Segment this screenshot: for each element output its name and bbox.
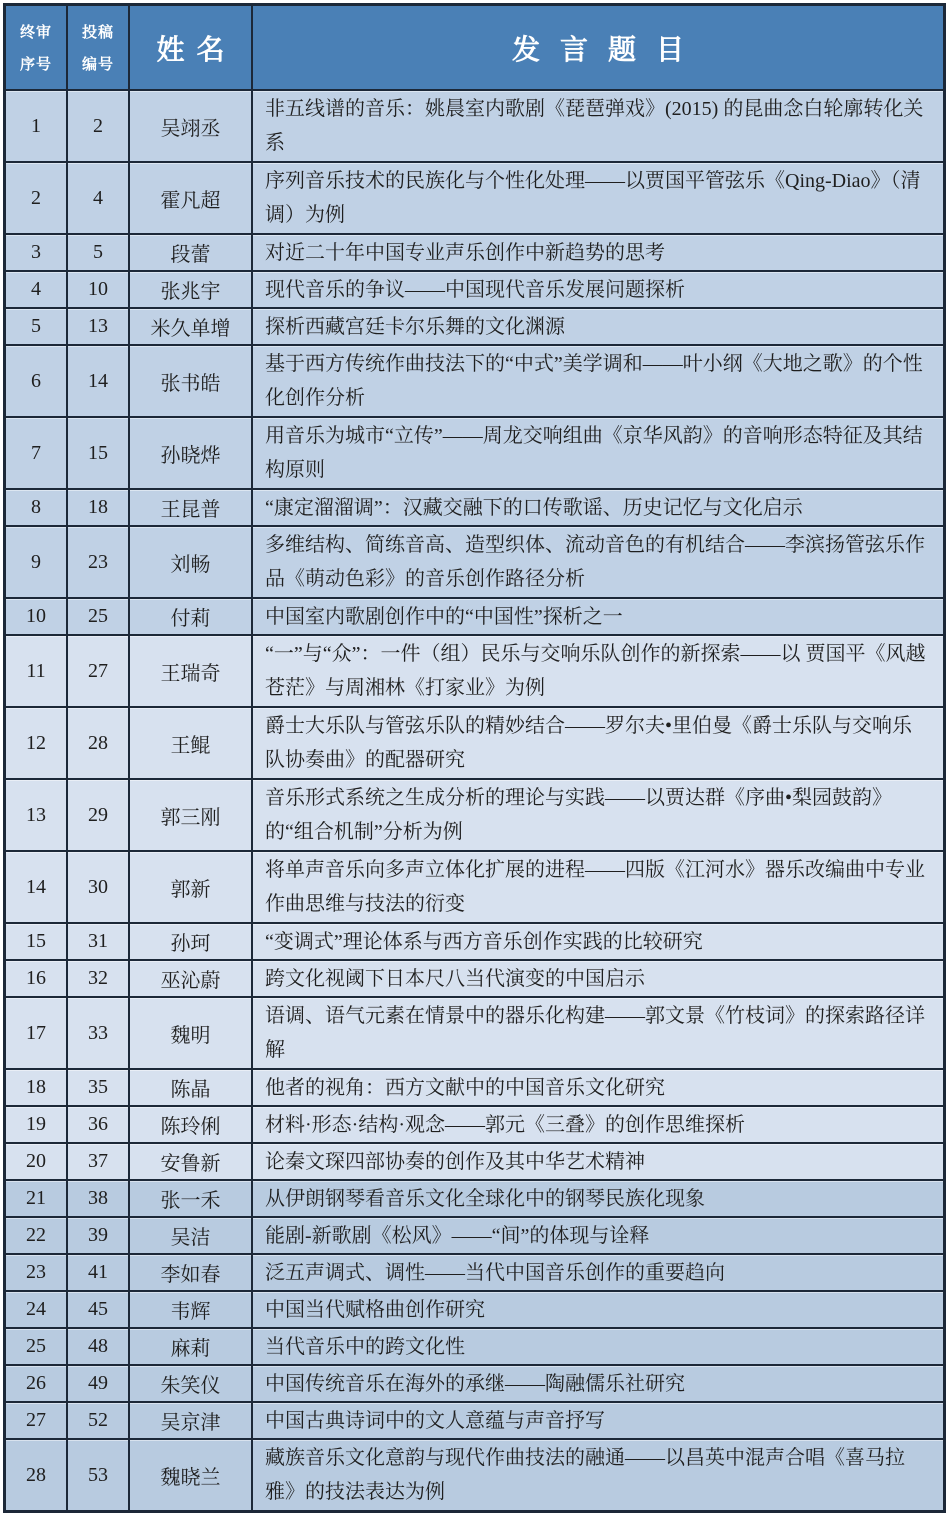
table-row [6,270,943,307]
table-row [6,597,943,634]
name-cell: 刘畅 [128,527,251,597]
name-cell: 郭新 [128,852,251,922]
header-name: 姓名 [128,6,251,89]
final-seq-cell: 23 [26,1261,46,1283]
table-row [6,488,943,525]
final-seq-cell: 27 [26,1409,46,1431]
title-cell: 对近二十年中国专业声乐创作中新趋势的思考 [251,235,943,270]
table-row [6,1438,943,1510]
table-row [6,233,943,270]
title-cell: 将单声音乐向多声立体化扩展的进程——四版《江河水》器乐改编曲中专业作曲思维与技法的衍变 [251,852,943,922]
table-body [6,89,943,1510]
final-seq-cell: 4 [31,278,41,300]
submission-no-cell: 48 [66,1329,128,1364]
name-cell: 吴翊丞 [128,91,251,161]
final-seq-cell: 12 [26,731,46,754]
name-cell: 付莉 [128,599,251,634]
final-seq-cell: 5 [31,315,41,337]
table-row [6,1216,943,1253]
submission-no-cell: 41 [66,1255,128,1290]
submission-no-cell: 38 [66,1181,128,1216]
final-seq-cell: 15 [26,930,46,952]
final-seq-cell: 26 [26,1372,46,1394]
title-cell: 多维结构、简练音高、造型织体、流动音色的有机结合——李滨扬管弦乐作品《萌动色彩》的音乐创作路径分析 [251,527,943,597]
submission-no-cell: 49 [66,1366,128,1401]
name-cell: 安鲁新 [128,1144,251,1179]
table-row [6,525,943,597]
submission-no-cell: 31 [66,924,128,959]
submission-no-cell: 4 [66,163,128,233]
submission-no-cell: 13 [66,309,128,344]
submission-no-cell: 32 [66,961,128,996]
table-row [6,1068,943,1105]
submission-no-cell: 28 [66,708,128,778]
name-cell: 米久单增 [128,309,251,344]
title-cell: 藏族音乐文化意韵与现代作曲技法的融通——以昌英中混声合唱《喜马拉雅》的技法表达为例 [251,1440,943,1510]
name-cell: 李如春 [128,1255,251,1290]
name-cell: 吴洁 [128,1218,251,1253]
table-row [6,1364,943,1401]
table-row [6,1290,943,1327]
final-seq-cell: 1 [31,114,41,137]
submission-no-cell: 27 [66,636,128,706]
table-row [6,778,943,850]
table-row [6,996,943,1068]
table-row [6,1105,943,1142]
submission-no-cell: 18 [66,490,128,525]
title-cell: “康定溜溜调”：汉藏交融下的口传歌谣、历史记忆与文化启示 [251,490,943,525]
submission-no-cell: 35 [66,1070,128,1105]
name-cell: 段蕾 [128,235,251,270]
header-speech-title: 发言题目 [251,6,943,89]
title-cell: 探析西藏宫廷卡尔乐舞的文化渊源 [251,309,943,344]
name-cell: 孙珂 [128,924,251,959]
submission-no-cell: 36 [66,1107,128,1142]
final-seq-cell: 16 [26,967,46,989]
final-seq-cell: 7 [31,441,41,464]
table-row [6,634,943,706]
name-cell: 霍凡超 [128,163,251,233]
table-row [6,1253,943,1290]
final-seq-cell: 13 [26,803,46,826]
title-cell: 音乐形式系统之生成分析的理论与实践——以贾达群《序曲•梨园鼓韵》的“组合机制”分析为例 [251,780,943,850]
final-seq-cell: 19 [26,1113,46,1135]
final-seq-cell: 6 [31,369,41,392]
header-final-seq-line1: 终审 [19,25,52,41]
name-cell: 郭三刚 [128,780,251,850]
final-seq-cell: 2 [31,186,41,209]
submission-no-cell: 39 [66,1218,128,1253]
table-row [6,416,943,488]
header-submission-no-line2: 编号 [81,57,114,73]
title-cell: 中国室内歌剧创作中的“中国性”探析之一 [251,599,943,634]
submission-no-cell: 53 [66,1440,128,1510]
submission-no-cell: 33 [66,998,128,1068]
name-cell: 张书皓 [128,346,251,416]
name-cell: 魏明 [128,998,251,1068]
final-seq-cell: 25 [26,1335,46,1357]
name-cell: 陈晶 [128,1070,251,1105]
header-submission-no-line1: 投稿 [81,25,114,41]
submission-no-cell: 23 [66,527,128,597]
name-cell: 朱笑仪 [128,1366,251,1401]
final-seq-cell: 22 [26,1224,46,1246]
title-cell: “变调式”理论体系与西方音乐创作实践的比较研究 [251,924,943,959]
header-final-seq-line2: 序号 [19,57,52,73]
final-seq-cell: 14 [26,875,46,898]
title-cell: “一”与“众”：一件（组）民乐与交响乐队创作的新探索——以 贾国平《风越苍茫》与周湘林《打家业》为例 [251,636,943,706]
final-seq-cell: 11 [26,659,46,682]
title-cell: 爵士大乐队与管弦乐队的精妙结合——罗尔夫•里伯曼《爵士乐队与交响乐队协奏曲》的配器研究 [251,708,943,778]
table-row [6,1401,943,1438]
table-row [6,706,943,778]
title-cell: 跨文化视阈下日本尺八当代演变的中国启示 [251,961,943,996]
final-seq-cell: 18 [26,1076,46,1098]
submission-no-cell: 10 [66,272,128,307]
submission-no-cell: 52 [66,1403,128,1438]
submission-no-cell: 45 [66,1292,128,1327]
name-cell: 王瑞奇 [128,636,251,706]
name-cell: 张一禾 [128,1181,251,1216]
final-seq-cell: 17 [26,1021,46,1044]
final-seq-cell: 10 [26,605,46,627]
title-cell: 现代音乐的争议——中国现代音乐发展问题探析 [251,272,943,307]
name-cell: 麻莉 [128,1329,251,1364]
final-seq-cell: 8 [31,496,41,518]
table-row [6,922,943,959]
title-cell: 序列音乐技术的民族化与个性化处理——以贾国平管弦乐《Qing-Diao》（清调）为例 [251,163,943,233]
submission-no-cell: 29 [66,780,128,850]
title-cell: 用音乐为城市“立传”——周龙交响组曲《京华风韵》的音响形态特征及其结构原则 [251,418,943,488]
final-seq-cell: 28 [26,1463,46,1486]
submission-no-cell: 25 [66,599,128,634]
final-seq-cell: 3 [31,241,41,263]
submission-no-cell: 14 [66,346,128,416]
final-seq-cell: 21 [26,1187,46,1209]
name-cell: 孙晓烨 [128,418,251,488]
submission-no-cell: 30 [66,852,128,922]
title-cell: 中国当代赋格曲创作研究 [251,1292,943,1327]
name-cell: 巫沁蔚 [128,961,251,996]
submission-no-cell: 37 [66,1144,128,1179]
title-cell: 当代音乐中的跨文化性 [251,1329,943,1364]
title-cell: 中国古典诗词中的文人意蕴与声音抒写 [251,1403,943,1438]
title-cell: 非五线谱的音乐：姚晨室内歌剧《琵琶弹戏》(2015) 的昆曲念白轮廓转化关系 [251,91,943,161]
title-cell: 论秦文琛四部协奏的创作及其中华艺术精神 [251,1144,943,1179]
header-final-seq [6,6,66,89]
header-submission-no [66,6,128,89]
title-cell: 材料·形态·结构·观念——郭元《三叠》的创作思维探析 [251,1107,943,1142]
table-row [6,850,943,922]
name-cell: 韦辉 [128,1292,251,1327]
table-header-row [6,6,943,89]
name-cell: 王鲲 [128,708,251,778]
speech-schedule-table [3,3,946,1513]
table-row [6,89,943,161]
table-row [6,1179,943,1216]
name-cell: 张兆宇 [128,272,251,307]
submission-no-cell: 2 [66,91,128,161]
name-cell: 陈玲俐 [128,1107,251,1142]
name-cell: 王昆普 [128,490,251,525]
table-row [6,344,943,416]
title-cell: 他者的视角：西方文献中的中国音乐文化研究 [251,1070,943,1105]
name-cell: 吴京津 [128,1403,251,1438]
title-cell: 基于西方传统作曲技法下的“中式”美学调和——叶小纲《大地之歌》的个性化创作分析 [251,346,943,416]
table-row [6,1142,943,1179]
title-cell: 泛五声调式、调性——当代中国音乐创作的重要趋向 [251,1255,943,1290]
title-cell: 从伊朗钢琴看音乐文化全球化中的钢琴民族化现象 [251,1181,943,1216]
final-seq-cell: 9 [31,550,41,573]
final-seq-cell: 20 [26,1150,46,1172]
submission-no-cell: 5 [66,235,128,270]
title-cell: 中国传统音乐在海外的承继——陶融儒乐社研究 [251,1366,943,1401]
title-cell: 能剧-新歌剧《松风》——“间”的体现与诠释 [251,1218,943,1253]
title-cell: 语调、语气元素在情景中的器乐化构建——郭文景《竹枝词》的探索路径详解 [251,998,943,1068]
table-row [6,307,943,344]
name-cell: 魏晓兰 [128,1440,251,1510]
submission-no-cell: 15 [66,418,128,488]
table-row [6,959,943,996]
table-row [6,1327,943,1364]
table-row [6,161,943,233]
final-seq-cell: 24 [26,1298,46,1320]
